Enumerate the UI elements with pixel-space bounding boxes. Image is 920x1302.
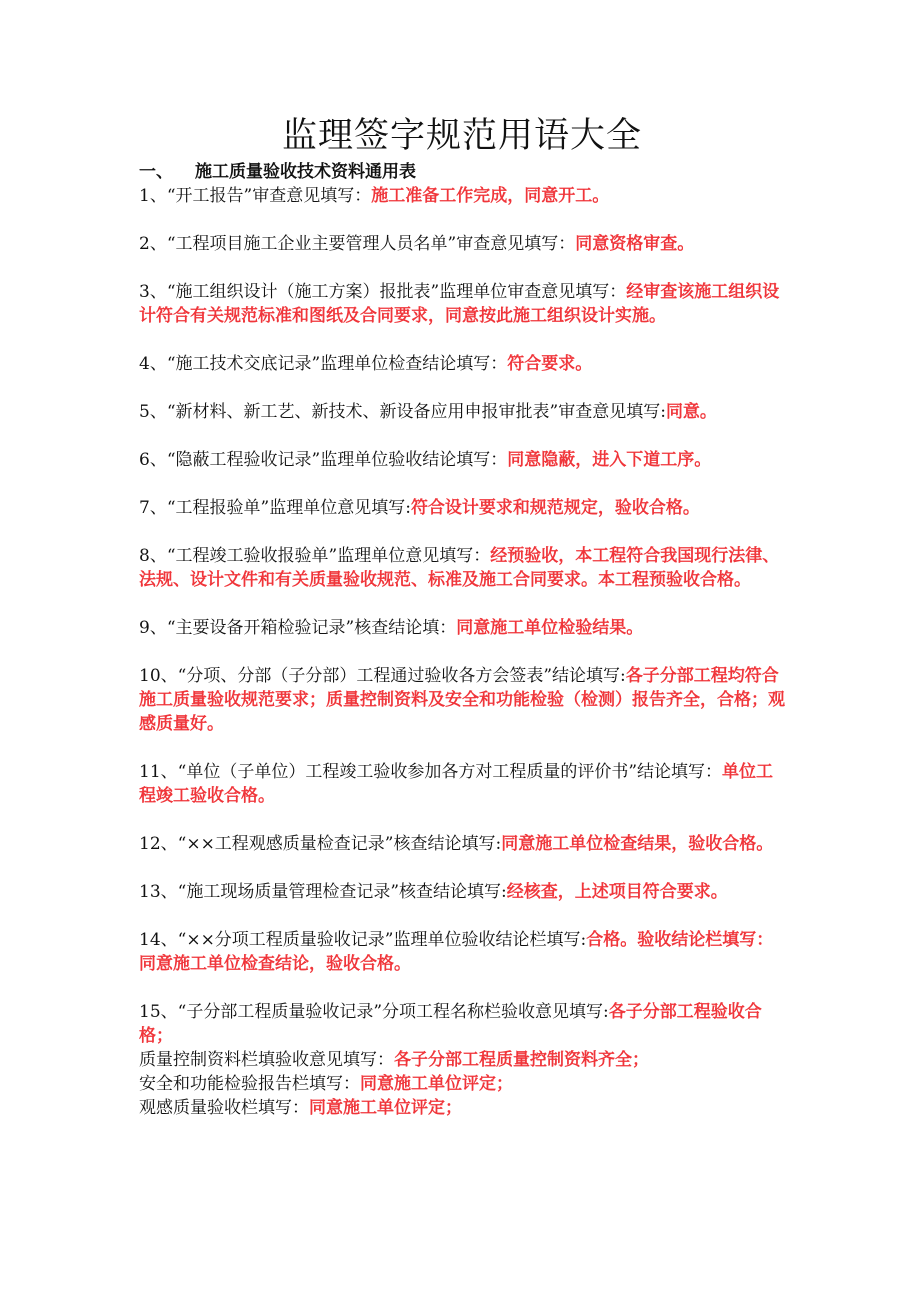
sub-item <box>139 1096 785 1120</box>
item-answer: 经审查该施工组织设计符合有关规范标准和图纸及合同要求，同意按此施工组织设计实施。 <box>139 282 780 326</box>
list-item <box>139 280 785 328</box>
item-answer: 同意。 <box>665 402 717 422</box>
list-item <box>139 832 785 856</box>
sub-item-question: 观感质量验收栏填写： <box>139 1098 309 1118</box>
sub-item-answer: 各子分部工程质量控制资料齐全； <box>394 1050 649 1070</box>
item-question: 10、“分项、分部（子分部）工程通过验收各方会签表”结论填写: <box>139 666 626 686</box>
item-question: 3、“施工组织设计（施工方案）报批表”监理单位审查意见填写： <box>139 282 627 302</box>
item-answer: 同意资格审查。 <box>575 234 695 254</box>
list-item <box>139 928 785 976</box>
list-item <box>139 352 785 376</box>
item-question: 13、“施工现场质量管理检查记录”核查结论填写: <box>139 882 507 902</box>
item-question: 6、“隐蔽工程验收记录”监理单位验收结论填写： <box>139 450 508 470</box>
section-heading <box>139 160 785 184</box>
item-answer: 同意施工单位检查结果，验收合格。 <box>501 834 774 854</box>
list-item <box>139 760 785 808</box>
list-item <box>139 880 785 904</box>
item-question: 9、“主要设备开箱检验记录”核查结论填： <box>139 618 457 638</box>
item-question: 5、“新材料、新工艺、新技术、新设备应用申报审批表”审查意见填写: <box>139 402 666 422</box>
item-answer: 施工准备工作完成，同意开工。 <box>371 186 610 206</box>
item-question: 14、“××分项工程质量验收记录”监理单位验收结论栏填写: <box>139 930 587 950</box>
document-page <box>139 112 785 1120</box>
document-title: 监理签字规范用语大全 <box>281 116 642 156</box>
item-answer: 经核查，上述项目符合要求。 <box>506 882 728 902</box>
item-answer: 单位工程竣工验收合格。 <box>139 762 774 806</box>
item-answer: 各子分部工程均符合施工质量验收规范要求；质量控制资料及安全和功能检验（检测）报告齐全，合格；观感质量好。 <box>139 666 785 734</box>
section-label: 施工质量验收技术资料通用表 <box>195 162 416 182</box>
item-answer: 符合要求。 <box>507 354 593 374</box>
list-item <box>139 184 785 208</box>
item-answer: 符合设计要求和规范规定，验收合格。 <box>410 498 700 518</box>
list-item <box>139 1000 785 1048</box>
sub-item-answer: 同意施工单位评定； <box>309 1098 462 1118</box>
item-question: 15、“子分部工程质量验收记录”分项工程名称栏验收意见填写: <box>139 1002 609 1022</box>
sub-item-question: 安全和功能检验报告栏填写： <box>139 1074 360 1094</box>
item-answer: 各子分部工程验收合格； <box>139 1002 762 1046</box>
list-item <box>139 616 785 640</box>
list-item <box>139 544 785 592</box>
item-answer: 经预验收，本工程符合我国现行法律、法规、设计文件和有关质量验收规范、标准及施工合同要求。本工程预验收合格。 <box>139 546 780 590</box>
item-question: 11、“单位（子单位）工程竣工验收参加各方对工程质量的评价书”结论填写： <box>139 762 723 782</box>
item-question: 2、“工程项目施工企业主要管理人员名单”审查意见填写： <box>139 234 576 254</box>
item-answer: 合格。验收结论栏填写：同意施工单位检查结论，验收合格。 <box>139 930 774 974</box>
sub-item-question: 质量控制资料栏填验收意见填写： <box>139 1050 394 1070</box>
item-question: 8、“工程竣工验收报验单”监理单位意见填写： <box>139 546 491 566</box>
list-item <box>139 496 785 520</box>
list-item <box>139 448 785 472</box>
item-answer: 同意施工单位检验结果。 <box>456 618 644 638</box>
list-item <box>139 664 785 736</box>
section-number: 一、 <box>139 162 173 182</box>
item-answer: 同意隐蔽，进入下道工序。 <box>507 450 712 470</box>
item-question: 7、“工程报验单”监理单位意见填写: <box>139 498 411 518</box>
list-item <box>139 232 785 256</box>
item-question: 1、“开工报告”审查意见填写： <box>139 186 372 206</box>
item-question: 12、“××工程观感质量检查记录”核查结论填写: <box>139 834 502 854</box>
item-question: 4、“施工技术交底记录”监理单位检查结论填写： <box>139 354 508 374</box>
sub-item <box>139 1072 785 1096</box>
sub-item <box>139 1048 785 1072</box>
list-item <box>139 400 785 424</box>
sub-item-answer: 同意施工单位评定； <box>360 1074 513 1094</box>
